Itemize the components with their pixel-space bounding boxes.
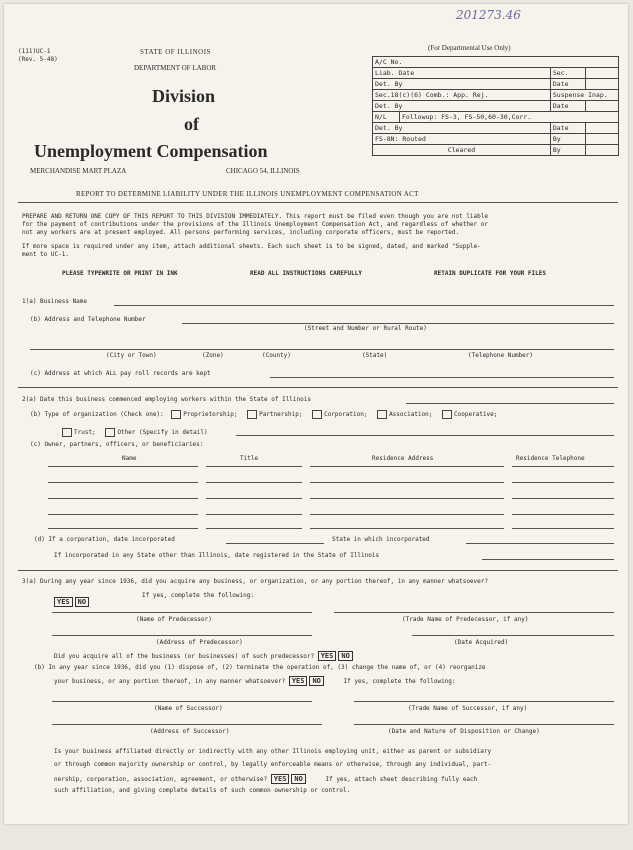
proprietorship-checkbox[interactable]	[171, 410, 181, 419]
all-business-yes-box[interactable]: YES	[318, 651, 337, 661]
pred-addr-caption: (Address of Predecessor)	[156, 639, 243, 646]
date-acq-caption: (Date Acquired)	[454, 639, 509, 646]
successor-address-field[interactable]	[52, 724, 322, 725]
instructions-line2: for the payment of contributions under the provisions of the Illinois Unemployment Compensation Act, and regardless of whether or	[22, 221, 488, 228]
q2d-other-label: If incorporated in any State other than Illinois, date registered in the State of Illinois	[54, 552, 380, 559]
successor-name-field[interactable]	[52, 701, 312, 702]
dept-sec: Sec.	[550, 68, 585, 79]
q3a-yes-no	[54, 589, 91, 608]
all-business-no-box[interactable]: NO	[338, 651, 352, 661]
other-checkbox[interactable]	[105, 428, 115, 437]
dept-date-2: Date	[550, 101, 585, 112]
cooperative-checkbox[interactable]	[442, 410, 452, 419]
city-caption: (City or Town)	[106, 352, 157, 359]
incorporated-date-field[interactable]	[226, 543, 324, 544]
dept-nl: N/L	[373, 112, 400, 123]
affiliation-yes-box[interactable]: YES	[271, 774, 290, 784]
q2b-row2: Trust; Other (Specify in detail)	[62, 428, 208, 437]
q3b-yes-box[interactable]: YES	[289, 676, 308, 686]
dept-ac-no: A/C No.	[373, 57, 619, 68]
instructions-line4: If more space is required under any item, attach additional sheets. Each such sheet is to be signed, dated, and marked "Supple-	[22, 243, 481, 250]
county-caption: (County)	[262, 352, 291, 359]
q2a-label: 2(a) Date this business commenced employing workers within the State of Illinois	[22, 396, 311, 403]
telephone-caption: (Telephone Number)	[468, 352, 534, 359]
affiliation-no-box[interactable]: NO	[291, 774, 305, 784]
q2d-label: (d) If a corporation, date incorporated	[34, 536, 175, 543]
city-line-field[interactable]	[30, 349, 614, 350]
form-id: (111)UC-1	[18, 48, 51, 55]
partnership-checkbox[interactable]	[247, 410, 257, 419]
pred-name-caption: (Name of Predecessor)	[136, 616, 212, 623]
predecessor-trade-field[interactable]	[334, 612, 614, 613]
commenced-date-field[interactable]	[406, 403, 614, 404]
title-unemployment: Unemployment Compensation	[34, 141, 268, 161]
date-acquired-field[interactable]	[412, 635, 614, 636]
title-of: of	[184, 114, 199, 134]
dept-date-3: Date	[550, 123, 585, 134]
q2b-label: (b) Type of organization (Check one): Proprietorship; Partnership; Corporation; Association; Cooperative;	[30, 411, 498, 418]
payroll-address-field[interactable]	[270, 377, 614, 378]
q3b-no-box[interactable]: NO	[309, 676, 323, 686]
q3a-if-yes: If yes, complete the following:	[142, 592, 254, 599]
zone-caption: (Zone)	[202, 352, 224, 359]
pred-trade-caption: (Trade Name of Predecessor, if any)	[402, 616, 529, 623]
dept-date: Date	[550, 79, 585, 90]
disposition-field[interactable]	[354, 724, 614, 725]
street-caption: (Street and Number or Rural Route)	[304, 325, 427, 332]
col-phone: Residence Telephone	[516, 455, 585, 462]
q1b-label: (b) Address and Telephone Number	[30, 316, 146, 323]
dept-followup: Followup: FS-3, FS-50,60-30,Corr.	[400, 112, 619, 123]
predecessor-name-field[interactable]	[52, 612, 312, 613]
col-address: Residence Address	[372, 455, 434, 462]
address-field[interactable]	[182, 323, 614, 324]
q3a-label: 3(a) During any year since 1936, did you acquire any business, or organization, or any portion thereof, in any manner whatsoever?	[22, 578, 488, 585]
q2d-state-label: State in which incorporated	[332, 536, 430, 543]
dept-fs-routed: FS-8N: Routed	[373, 134, 551, 145]
state-caption: (State)	[362, 352, 388, 359]
corporation-checkbox[interactable]	[312, 410, 322, 419]
dept-by: By	[550, 134, 585, 145]
q3b-line2: your business, or any portion thereof, in any manner whatsoever? YES NO If yes, complete the following:	[54, 677, 456, 685]
q3b-line1: (b) In any year since 1936, did you (1) dispose of, (2) terminate the operation of, (3) change the name of, or (4) reorganize	[34, 664, 486, 671]
predecessor-address-field[interactable]	[52, 635, 312, 636]
dept-use-table	[372, 56, 619, 156]
association-checkbox[interactable]	[377, 410, 387, 419]
dept-liab-date: Liab. Date	[373, 68, 551, 79]
instructions-line3: not any workers are at present employed. All persons performing services, including corporate officers, must be reported.	[22, 229, 460, 236]
report-title: REPORT TO DETERMINE LIABILITY UNDER THE ILLINOIS UNEMPLOYMENT COMPENSATION ACT	[76, 190, 419, 198]
instructions-line1: PREPARE AND RETURN ONE COPY OF THIS REPORT TO THIS DIVISION IMMEDIATELY. This report must be filed even though you are not liable	[22, 213, 488, 220]
dept-det-by-2: Det. By	[373, 101, 551, 112]
dept-use-header: (For Departmental Use Only)	[428, 44, 511, 52]
department-heading: DEPARTMENT OF LABOR	[134, 64, 217, 72]
dept-by-2: By	[550, 145, 585, 156]
q1c-label: (c) Address at which ALL pay roll records are kept	[30, 370, 211, 377]
title-division: Division	[152, 86, 216, 106]
form-page	[4, 4, 628, 824]
handwritten-number: 201273.46	[456, 8, 521, 22]
trust-checkbox[interactable]	[62, 428, 72, 437]
dept-suspense: Suspense Inap.	[550, 90, 618, 101]
dept-det-by-3: Det. By	[373, 123, 551, 134]
succ-trade-caption: (Trade Name of Successor, if any)	[408, 705, 528, 712]
succ-addr-caption: (Address of Successor)	[150, 728, 230, 735]
dept-sec18: Sec.18(c)(6) Comb.: App. Rej.	[373, 90, 551, 101]
business-name-field[interactable]	[114, 305, 614, 306]
form-revision: (Rev. 5-48)	[18, 56, 58, 63]
successor-trade-field[interactable]	[354, 701, 614, 702]
incorporated-state-field[interactable]	[466, 543, 614, 544]
col-title: Title	[240, 455, 259, 462]
read-all-notice: READ ALL INSTRUCTIONS CAREFULLY	[250, 270, 362, 277]
q3a-yes-box[interactable]: YES	[54, 597, 73, 607]
all-business-question: Did you acquire all of the business (or businesses) of such predecessor? YES NO	[54, 651, 355, 661]
succ-date-caption: (Date and Nature of Disposition or Change)	[388, 728, 540, 735]
registered-date-field[interactable]	[482, 559, 614, 560]
other-specify-field[interactable]	[236, 435, 614, 436]
q3c-line1: Is your business affiliated directly or indirectly with any other Illinois employing unit, either as parent or subsidiary	[54, 748, 492, 755]
q3c-line2: or through common majority ownership or control, by legally enforceable means or otherwise, through any individual, part-	[54, 761, 492, 768]
q2c-label: (c) Owner, partners, officers, or beneficiaries:	[30, 441, 204, 448]
dept-cleared: Cleared	[373, 145, 551, 156]
address-left: MERCHANDISE MART PLAZA	[30, 167, 127, 175]
state-heading: STATE OF ILLINOIS	[140, 48, 211, 56]
address-right: CHICAGO 54, ILLINOIS	[226, 167, 300, 175]
col-name: Name	[122, 455, 137, 462]
succ-name-caption: (Name of Successor)	[154, 705, 223, 712]
typewrite-notice: PLEASE TYPEWRITE OR PRINT IN INK	[62, 270, 178, 277]
dept-det-by: Det. By	[373, 79, 551, 90]
q1a-label: 1(a) Business Name	[22, 298, 88, 305]
retain-notice: RETAIN DUPLICATE FOR YOUR FILES	[434, 270, 546, 277]
q3c-line3: nership, corporation, association, agreement, or otherwise? YES NO If yes, attach sheet describing fully each	[54, 775, 478, 783]
q3a-no-box[interactable]: NO	[75, 597, 89, 607]
q3c-line4: such affiliation, and giving complete details of such common ownership or control.	[54, 787, 351, 794]
instructions-line5: ment to UC-1.	[22, 251, 69, 258]
